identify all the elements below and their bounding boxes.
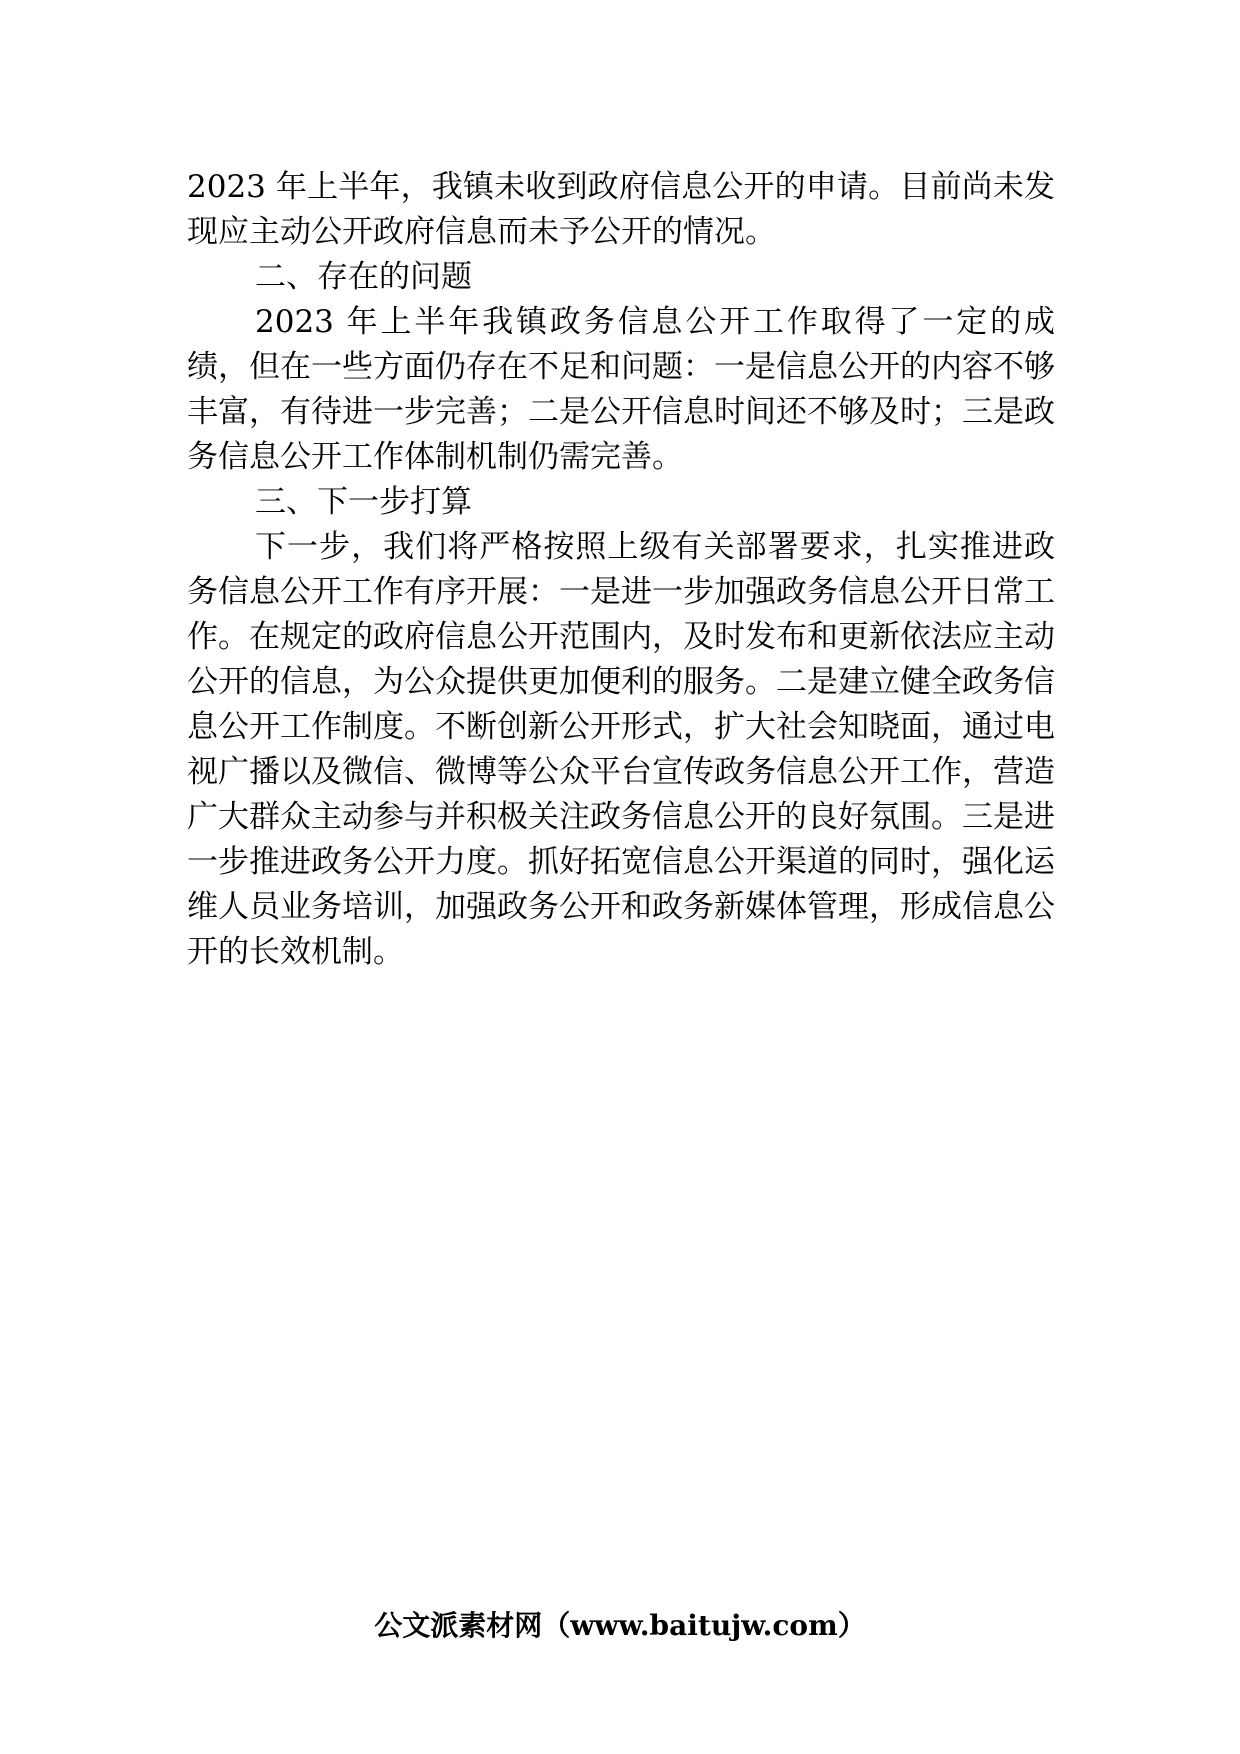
section-heading-next-steps: 三、下一步打算 <box>255 484 472 520</box>
paragraph-status: 2023 年上半年，我镇未收到政府信息公开的申请。目前尚未发现应主动公开政府信息而未予公开的情况。 <box>187 169 1055 250</box>
document-body <box>187 165 1055 975</box>
paragraph-next-steps: 下一步，我们将严格按照上级有关部署要求，扎实推进政务信息公开工作有序开展：一是进一步加强政务信息公开日常工作。在规定的政府信息公开范围内，及时发布和更新依法应主动公开的信息，为公众提供更加便利的服务。二是建立健全政务信息公开工作制度。不断创新公开形式，扩大社会知晓面，通过电视广播以及微信、微博等公众平台宣传政务信息公开工作，营造广大群众主动参与并积极关注政务信息公开的良好氛围。三是进一步推进政务公开力度。抓好拓宽信息公开渠道的同时，强化运维人员业务培训，加强政务公开和政务新媒体管理，形成信息公开的长效机制。 <box>187 529 1055 970</box>
footer-watermark: 公文派素材网（www.baitujw.com） <box>374 1609 866 1642</box>
paragraph-problems: 2023 年上半年我镇政务信息公开工作取得了一定的成绩，但在一些方面仍存在不足和问题：一是信息公开的内容不够丰富，有待进一步完善；二是公开信息时间还不够及时；三是政务信息公开工作体制机制仍需完善。 <box>187 304 1055 475</box>
section-heading-problems: 二、存在的问题 <box>255 259 472 295</box>
